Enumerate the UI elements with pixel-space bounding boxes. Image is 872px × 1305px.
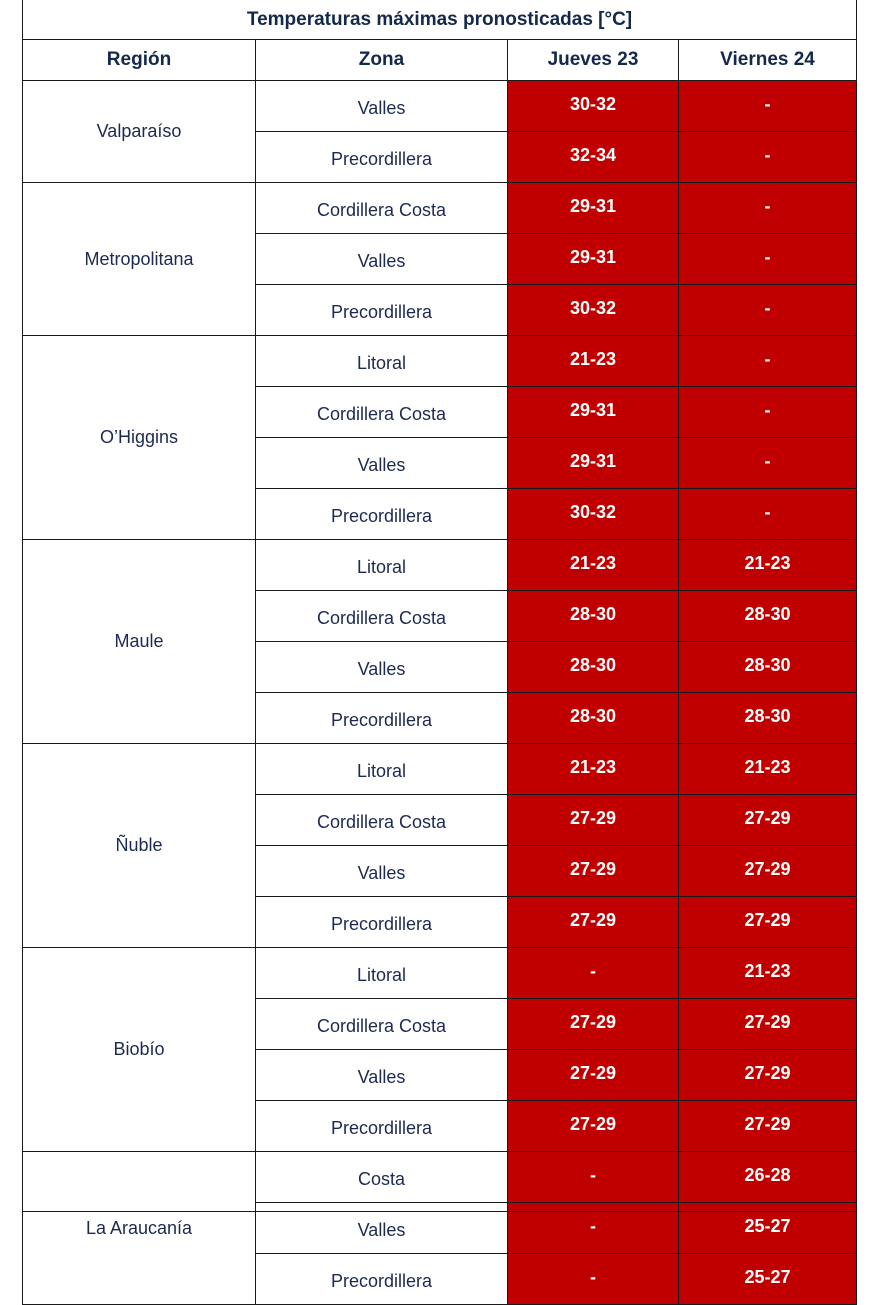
jueves-temp-cell: - [508,1203,679,1254]
table-row [23,81,857,132]
jueves-temp-cell: 29-31 [508,183,679,234]
table-row [23,540,857,591]
jueves-temp-cell: 27-29 [508,897,679,948]
jueves-temp-cell: 32-34 [508,132,679,183]
viernes-temp-cell: 27-29 [679,846,857,897]
zona-cell: Litoral [256,540,508,591]
jueves-temp-cell: 21-23 [508,744,679,795]
table-row [23,948,857,999]
zona-cell: Precordillera [256,285,508,336]
jueves-temp-cell: 28-30 [508,642,679,693]
viernes-temp-cell: 21-23 [679,540,857,591]
zona-cell: Cordillera Costa [256,387,508,438]
viernes-temp-cell: 27-29 [679,999,857,1050]
viernes-temp-cell: 21-23 [679,948,857,999]
header-zona: Zona [256,40,508,81]
jueves-temp-cell: 28-30 [508,693,679,744]
viernes-temp-cell: 21-23 [679,744,857,795]
jueves-temp-cell: - [508,948,679,999]
zona-cell: Cordillera Costa [256,999,508,1050]
zona-cell: Cordillera Costa [256,795,508,846]
header-jueves: Jueves 23 [508,40,679,81]
viernes-temp-cell: - [679,438,857,489]
jueves-temp-cell: 28-30 [508,591,679,642]
table-row [23,183,857,234]
zona-cell: Valles [256,1050,508,1101]
jueves-temp-cell: 29-31 [508,387,679,438]
viernes-temp-cell: 27-29 [679,897,857,948]
page-divider [22,1211,856,1212]
jueves-temp-cell: 29-31 [508,234,679,285]
zona-cell: Precordillera [256,1254,508,1305]
jueves-temp-cell: 27-29 [508,1101,679,1152]
region-cell: Metropolitana [23,183,256,336]
viernes-temp-cell: 26-28 [679,1152,857,1203]
zona-cell: Precordillera [256,693,508,744]
zona-cell: Valles [256,438,508,489]
table-row [23,336,857,387]
region-cell: Biobío [23,948,256,1152]
jueves-temp-cell: 30-32 [508,81,679,132]
jueves-temp-cell: 21-23 [508,540,679,591]
viernes-temp-cell: 28-30 [679,642,857,693]
zona-cell: Litoral [256,336,508,387]
viernes-temp-cell: - [679,336,857,387]
jueves-temp-cell: - [508,1152,679,1203]
zona-cell: Valles [256,1203,508,1254]
region-cell: Maule [23,540,256,744]
zona-cell: Precordillera [256,489,508,540]
viernes-temp-cell: - [679,285,857,336]
region-cell: O’Higgins [23,336,256,540]
jueves-temp-cell: 27-29 [508,846,679,897]
header-viernes: Viernes 24 [679,40,857,81]
jueves-temp-cell: 27-29 [508,1050,679,1101]
viernes-temp-cell: 28-30 [679,591,857,642]
viernes-temp-cell: - [679,489,857,540]
viernes-temp-cell: - [679,81,857,132]
region-cell: La Araucanía [23,1152,256,1305]
zona-cell: Valles [256,642,508,693]
jueves-temp-cell: 27-29 [508,999,679,1050]
viernes-temp-cell: 27-29 [679,1050,857,1101]
zona-cell: Valles [256,234,508,285]
zona-cell: Precordillera [256,897,508,948]
jueves-temp-cell: 29-31 [508,438,679,489]
table-row [23,744,857,795]
header-row [23,40,857,81]
max-temperature-table [22,0,857,1305]
zona-cell: Costa [256,1152,508,1203]
zona-cell: Valles [256,81,508,132]
region-cell: Valparaíso [23,81,256,183]
region-cell: Ñuble [23,744,256,948]
table-title: Temperaturas máximas pronosticadas [°C] [23,0,857,40]
viernes-temp-cell: - [679,234,857,285]
header-region: Región [23,40,256,81]
viernes-temp-cell: - [679,132,857,183]
viernes-temp-cell: 27-29 [679,1101,857,1152]
viernes-temp-cell: - [679,183,857,234]
zona-cell: Litoral [256,744,508,795]
viernes-temp-cell: - [679,387,857,438]
viernes-temp-cell: 28-30 [679,693,857,744]
zona-cell: Cordillera Costa [256,183,508,234]
jueves-temp-cell: 30-32 [508,285,679,336]
jueves-temp-cell: 27-29 [508,795,679,846]
viernes-temp-cell: 25-27 [679,1203,857,1254]
table-body [23,81,857,1305]
zona-cell: Precordillera [256,132,508,183]
jueves-temp-cell: 21-23 [508,336,679,387]
table-row [23,1152,857,1203]
forecast-document [22,0,856,1291]
jueves-temp-cell: - [508,1254,679,1305]
zona-cell: Valles [256,846,508,897]
jueves-temp-cell: 30-32 [508,489,679,540]
zona-cell: Precordillera [256,1101,508,1152]
viernes-temp-cell: 25-27 [679,1254,857,1305]
zona-cell: Cordillera Costa [256,591,508,642]
zona-cell: Litoral [256,948,508,999]
title-row [23,0,857,40]
viernes-temp-cell: 27-29 [679,795,857,846]
